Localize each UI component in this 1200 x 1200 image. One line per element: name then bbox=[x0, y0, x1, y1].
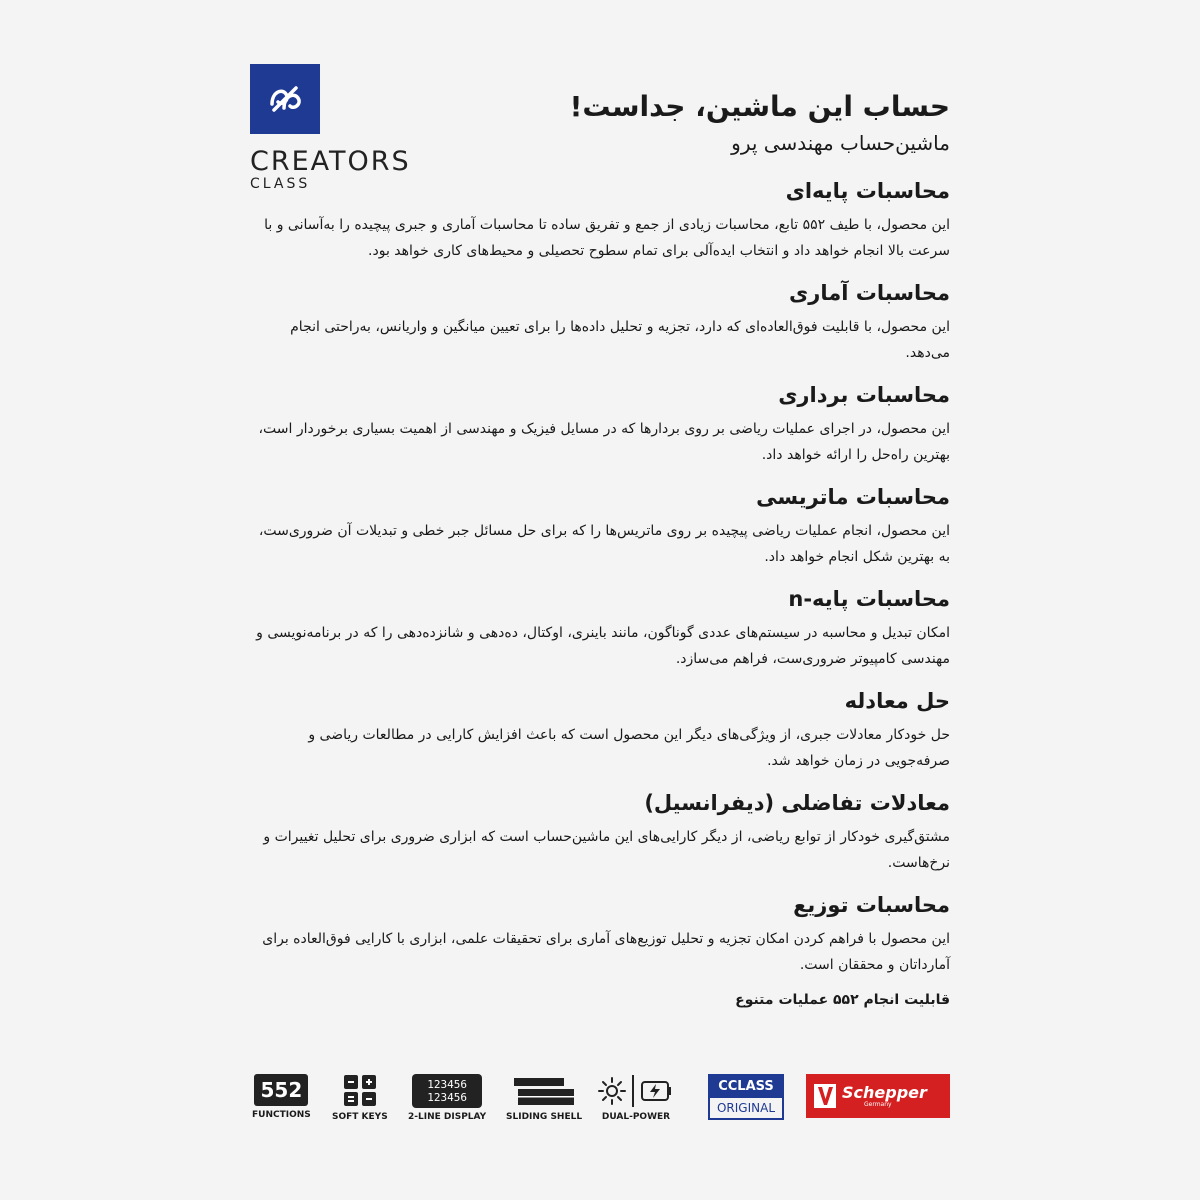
badge-sliding-shell bbox=[506, 1074, 582, 1122]
section-title: محاسبات توزیع bbox=[793, 893, 950, 917]
section-body: این محصول با فراهم کردن امکان تجزیه و تحلیل توزیع‌های آماری برای تحقیقات علمی، ابزاری با کارایی فوق‌العاده برای آمارداتان و محققان است. bbox=[262, 931, 950, 973]
schepper-mark-icon bbox=[814, 1084, 836, 1108]
functions-label: FUNCTIONS bbox=[252, 1110, 311, 1120]
section-title: محاسبات پایه-n bbox=[788, 587, 950, 611]
section-title: محاسبات برداری bbox=[778, 383, 950, 407]
section-title: محاسبات پایه‌ای bbox=[785, 179, 950, 203]
section-body: این محصول، با قابلیت فوق‌العاده‌ای که دارد، تجزیه و تحلیل داده‌ها را برای تعیین میانگین و واریانس، به‌راحتی انجام می‌دهد. bbox=[290, 319, 950, 361]
badge-functions bbox=[252, 1074, 311, 1120]
badge-cclass-original bbox=[708, 1074, 784, 1120]
section-title: معادلات تفاضلی (دیفرانسیل) bbox=[644, 791, 950, 815]
section-differential bbox=[250, 788, 950, 876]
schepper-sub: Germany bbox=[864, 1100, 892, 1108]
badge-dual-power bbox=[598, 1074, 674, 1122]
display-label: 2-LINE DISPLAY bbox=[408, 1112, 487, 1122]
feature-badges bbox=[250, 1074, 950, 1134]
section-title: محاسبات آماری bbox=[789, 281, 950, 305]
section-vector bbox=[250, 380, 950, 468]
soft-keys-icon bbox=[340, 1074, 380, 1108]
main-content bbox=[250, 88, 950, 1008]
section-equation bbox=[250, 686, 950, 774]
section-statistics bbox=[250, 278, 950, 366]
dual-power-label: DUAL-POWER bbox=[601, 1112, 671, 1122]
capability-note: قابلیت انجام ۵۵۲ عملیات متنوع bbox=[735, 992, 950, 1008]
section-body: این محصول، در اجرای عملیات ریاضی بر روی بردارها که در مسایل فیزیک و مهندسی از اهمیت بسیاری برخوردار است، بهترین راه‌حل را ارائه خواهد داد. bbox=[258, 421, 950, 463]
cclass-seal-bottom: ORIGINAL bbox=[716, 1101, 776, 1115]
sliding-shell-icon bbox=[512, 1074, 576, 1108]
dual-power-icon bbox=[598, 1074, 674, 1108]
badge-soft-keys bbox=[332, 1074, 388, 1122]
section-basic bbox=[250, 176, 950, 264]
section-title: حل معادله bbox=[844, 689, 950, 713]
schepper-name: Schepper bbox=[842, 1082, 927, 1102]
section-body: حل خودکار معادلات جبری، از ویژگی‌های دیگر این محصول است که باعث افزایش کارایی در مطالعات ریاضی و صرفه‌جویی در زمان خواهد شد. bbox=[308, 727, 950, 769]
product-sheet bbox=[250, 64, 950, 1144]
sliding-shell-label: SLIDING SHELL bbox=[506, 1112, 583, 1122]
section-body: امکان تبدیل و محاسبه در سیستم‌های عددی گوناگون، مانند باینری، اوکتال، ده‌دهی و شانزده‌دهی را که در برنامه‌نویسی و مهندسی کامپیوتر ضروری‌ست، فراهم می‌سازد. bbox=[256, 625, 950, 667]
section-title: محاسبات ماتریسی bbox=[756, 485, 950, 509]
section-distribution bbox=[250, 890, 950, 978]
section-body: این محصول، با طیف ۵۵۲ تابع، محاسبات زیادی از جمع و تفریق ساده تا محاسبات آماری و جبری پیچیده را به‌آسانی و با سرعت بالا انجام خواهد داد و انتخاب ایده‌آلی برای تمام سطوح تحصیلی و محیط‌های کاری خواهد بود. bbox=[264, 217, 950, 259]
section-body: مشتق‌گیری خودکار از توابع ریاضی، از دیگر کارایی‌های این ماشین‌حساب است که ابزاری ضروری برای تحلیل تغییرات و نرخ‌هاست. bbox=[263, 829, 950, 871]
page-subtitle: ماشین‌حساب مهندسی پرو bbox=[731, 131, 950, 155]
section-base-n bbox=[250, 584, 950, 672]
schepper-logo bbox=[806, 1074, 950, 1118]
soft-keys-label: SOFT KEYS bbox=[332, 1112, 388, 1122]
brand-subname: CLASS bbox=[250, 176, 311, 192]
section-body: این محصول، انجام عملیات ریاضی پیچیده بر روی ماتریس‌ها را که برای حل مسائل جبر خطی و تبدیلات آن ضروری‌ست، به بهترین شکل انجام خواهد داد. bbox=[258, 523, 950, 565]
functions-count: 552 bbox=[254, 1074, 308, 1106]
display-line-2: 123456 bbox=[427, 1091, 467, 1104]
display-line-1: 123456 bbox=[427, 1078, 467, 1091]
cclass-seal bbox=[708, 1074, 784, 1120]
cclass-seal-top: CCLASS bbox=[710, 1076, 782, 1098]
section-matrix bbox=[250, 482, 950, 570]
badge-display bbox=[408, 1074, 486, 1122]
display-icon bbox=[412, 1074, 482, 1108]
brand-name: CREATORS bbox=[250, 146, 411, 177]
badge-schepper bbox=[806, 1074, 950, 1118]
page-title: حساب این ماشین، جداست! bbox=[569, 90, 950, 123]
